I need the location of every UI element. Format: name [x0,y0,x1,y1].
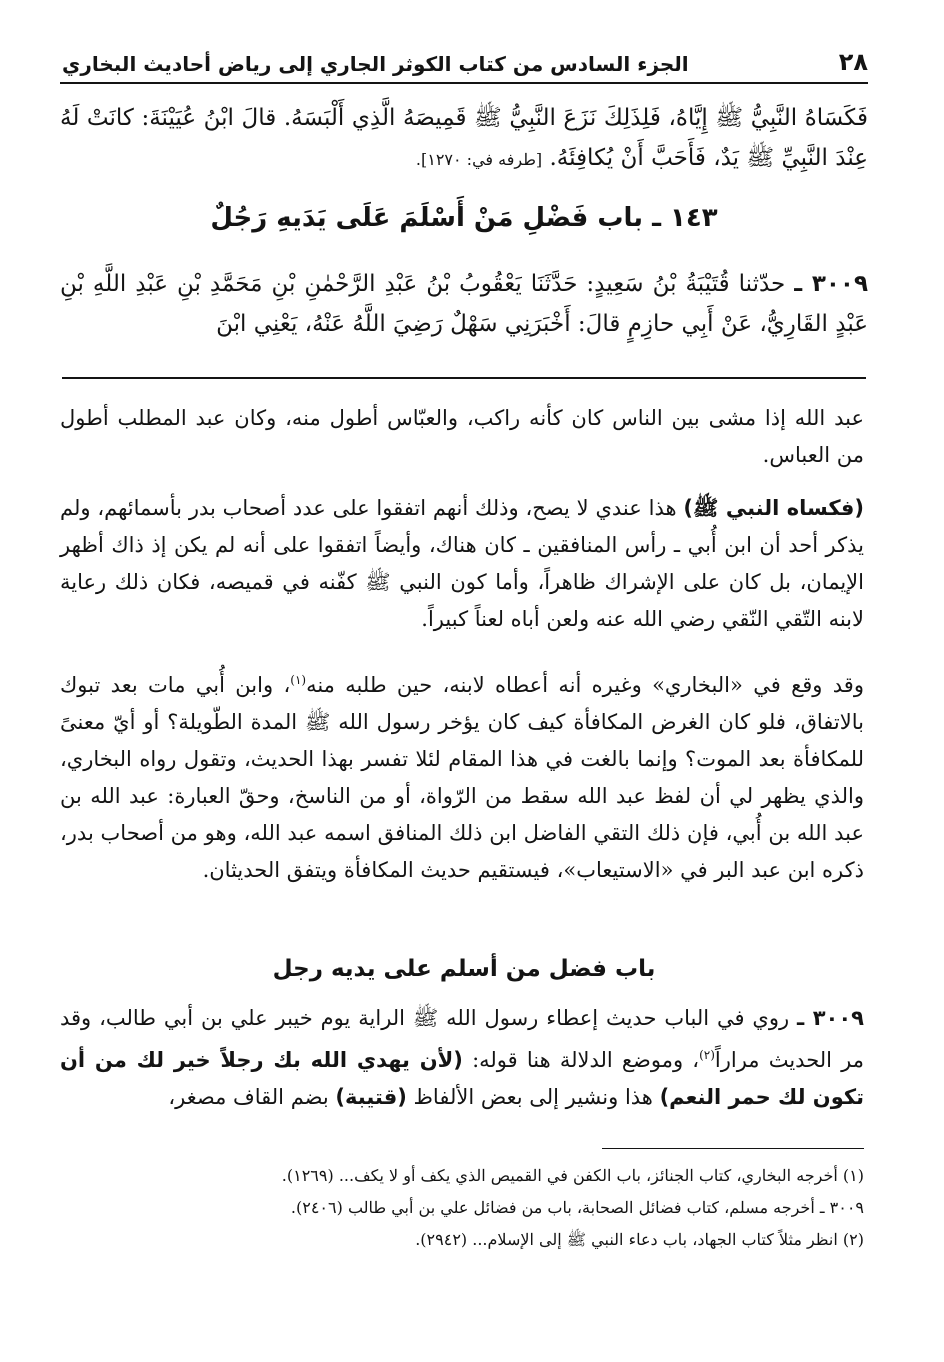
text-commentary-separator [62,377,866,379]
commentary-text: هذا عندي لا يصح، وذلك أنهم اتفقوا على عدد أصحاب بدر بأسمائهم، ولم يذكر أحد أن ابن أُبي ـ رأس المنافقين ـ كان هناك، وأيضاً اتفقوا على أنه لم يكن إذ ذاك أظهر الإيمان، بل كان على الإشراك ظاهراً، وأما كون النبي ﷺ كفّنه في قميصه، فكان ذلك رعاية لابنه التّقي النّقي رضي الله عنه ولعن أباه لعناً كبيراً. [60,496,864,631]
tarafuhu-reference: [طرفه في: ١٢٧٠]. [415,150,543,169]
footnote-item: (٢) انظر مثلاً كتاب الجهاد، باب دعاء النبي ﷺ إلى الإسلام... (٢٩٤٢). [415,1230,864,1249]
quoted-word: (قتيبة) [335,1085,407,1109]
commentary-text: هذا ونشير إلى بعض الألفاظ [413,1085,653,1109]
quoted-phrase: (لأن يهدي الله بك رجلاً خير لك من أن تكون لك حمر النعم) [60,1048,864,1109]
commentary-text: ، وموضع الدلالة هنا قوله: [472,1048,700,1072]
hadith-3009 [60,264,868,344]
commentary-paragraph-1 [60,400,864,474]
hadith-number: ٣٠٠٩ ـ [794,271,869,297]
footnote-ref-1[interactable]: (١) [290,673,307,687]
commentary-paragraph-3009 [60,1000,864,1116]
footnotes [100,1160,864,1256]
commentary-chapter-heading: باب فضل من أسلم على يديه رجل [272,956,656,982]
commentary-text: روي في الباب حديث إعطاء رسول الله ﷺ الراية يوم خيبر علي بن أبي طالب، وقد مر الحديث مراراً [60,1006,864,1072]
commentary-paragraph-3 [60,662,864,889]
footnote-item: (١) أخرجه البخاري، كتاب الجنائز، باب الكفن في القميص الذي يكف أو لا يكف... (١٢٦٩). [281,1166,864,1185]
commentary-text: بضم القاف مصغر، [168,1085,329,1109]
running-title: الجزء السادس من كتاب الكوثر الجاري إلى رياض أحاديث البخاري [62,52,689,76]
header-rule [60,82,868,84]
chapter-heading: ١٤٣ ـ باب فَضْلِ مَنْ أَسْلَمَ عَلَى يَدَيهِ رَجُلٌ [210,203,718,233]
hadith-number: ٣٠٠٩ ـ [797,1006,864,1030]
page-header [62,38,868,80]
footnote-item: ٣٠٠٩ ـ أخرجه مسلم، كتاب فضائل الصحابة، باب من فضائل علي بن أبي طالب (٢٤٠٦). [290,1198,864,1217]
page-number: ٢٨ [838,48,868,76]
footnote-rule [602,1148,864,1149]
commentary-paragraph-2 [60,490,864,638]
hadith-continuation [60,98,868,180]
hadith-isnad: حدّثنا قُتَيْبَةُ بْنُ سَعِيدٍ: حَدَّثَنَا يَعْقُوبُ بْنُ عَبْدِ الرَّحْمٰنِ بْنِ مَحَمَّدِ بْنِ عَبْدِ اللَّهِ بْنِ عَبْدٍ القَارِيُّ، عَنْ أَبِي حازِمٍ قالَ: أَخْبَرَنِي سَهْلٌ رَضِيَ اللَّهُ عَنْهُ، يَعْنِي ابْنَ [60,271,868,337]
commentary-text: وقد وقع في «البخاري» وغيره أنه أعطاه لابنه، حين طلبه منه [306,673,864,697]
commentary-text: عبد الله إذا مشى بين الناس كان كأنه راكب، والعبّاس أطول منه، وكان عبد المطلب أطول من العباس. [60,406,864,467]
quoted-phrase: (فكساه النبي ﷺ) [683,496,864,520]
hadith-text: فَكَسَاهُ النَّبِيُّ ﷺ إِيَّاهُ، فَلِذَلِكَ نَزَعَ النَّبِيُّ ﷺ قَمِيصَهُ الَّذِي أَلْبَسَهُ. قالَ ابْنُ عُيَيْنَةَ: كانَتْ لَهُ عِنْدَ النَّبِيِّ ﷺ يَدٌ، فَأَحَبَّ أَنْ يُكافِئَهُ. [60,105,868,171]
commentary-text: ، وابن أُبي مات بعد تبوك بالاتفاق، فلو كان الغرض المكافأة كيف كان يؤخر رسول الله ﷺ المدة الطّويلة؟ أو أيّ معنىً للمكافأة بعد الموت؟ وإنما بالغت في هذا المقام لئلا تفسر بهذا الحديث، وتقول رواه البخاري، والذي يظهر لي أن لفظ عبد الله سقط من الرّواة، أو من الناسخ، وحقّ العبارة: عبد الله بن عبد الله بن أُبي، فإن ذلك التقي الفاضل ابن ذلك المنافق اسمه عبد الله، وهو من أصحاب بدر، ذكره ابن عبد البر في «الاستيعاب»، فيستقيم حديث المكافأة ويتفق الحديثان. [60,673,864,882]
footnote-ref-2[interactable]: (٢) [699,1048,715,1062]
